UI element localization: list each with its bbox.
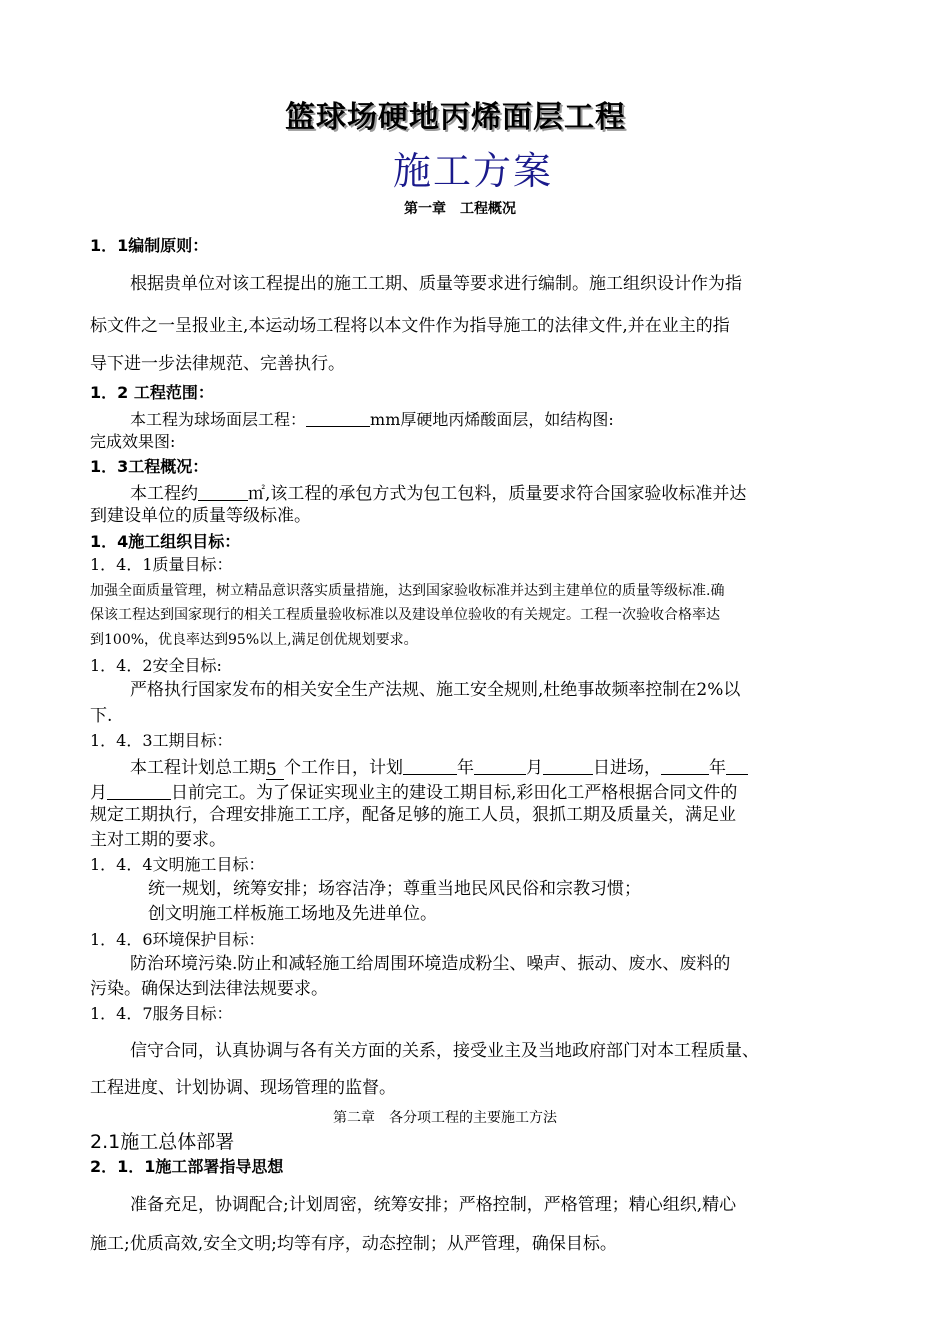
paragraph-line: 保该工程达到国家现行的相关工程质量验收标准以及建设单位验收的有关规定。工程一次验收合格率达 — [90, 607, 720, 623]
section-heading-1-4: 1．4施工组织目标： — [90, 532, 241, 551]
fill-blank — [107, 782, 171, 800]
paragraph-line: 标文件之一呈报业主,本运动场工程将以本文件作为指导施工的法律文件,并在业主的指 — [90, 316, 730, 336]
paragraph-line: 根据贵单位对该工程提出的施工工期、质量等要求进行编制。施工组织设计作为指 — [130, 274, 742, 294]
paragraph-line: 到建设单位的质量等级标准。 — [90, 506, 311, 526]
paragraph-line: 加强全面质量管理，树立精品意识落实质量措施，达到国家验收标准并达到主建单位的质量等级标准.确 — [90, 583, 725, 599]
subsection-heading: 1．4．6环境保护目标： — [90, 930, 265, 949]
text: 年 — [457, 758, 474, 778]
text: 本工程计划总工期 — [130, 758, 266, 778]
fill-blank — [726, 757, 748, 775]
fill-blank — [661, 757, 709, 775]
text: ㎡,该工程的承包方式为包工包料，质量要求符合国家验收标准并达 — [248, 484, 747, 504]
text: 个工作日，计划 — [284, 758, 403, 778]
chapter-heading-1: 第一章 工程概况 — [404, 201, 516, 217]
subsection-heading: 1．4．2安全目标: — [90, 656, 222, 675]
section-heading-2-1: 2.1施工总体部署 — [90, 1131, 235, 1153]
paragraph-line: 防治环境污染.防止和减轻施工给周围环境造成粉尘、噪声、振动、废水、废料的 — [130, 954, 731, 974]
text: 月 — [526, 758, 543, 778]
paragraph-line: 导下进一步法律规范、完善执行。 — [90, 354, 345, 374]
fill-blank — [198, 483, 248, 501]
fill-blank — [306, 410, 370, 427]
paragraph-line — [90, 782, 737, 802]
text: 本工程约 — [130, 484, 198, 504]
subsection-heading-2-1-1: 2．1．1施工部署指导思想 — [90, 1157, 284, 1176]
paragraph-line: 到100%，优良率达到95%以上,满足创优规划要求。 — [90, 632, 418, 648]
document-title: 篮球场硬地丙烯面层工程 — [285, 100, 626, 135]
paragraph-line: 主对工期的要求。 — [90, 830, 226, 850]
subsection-heading: 1．4．3工期目标： — [90, 731, 233, 750]
paragraph-line: 信守合同，认真协调与各有关方面的关系，接受业主及当地政府部门对本工程质量、 — [130, 1041, 759, 1061]
paragraph-line: 下. — [90, 706, 113, 726]
paragraph-line — [130, 410, 614, 428]
paragraph-line: 创文明施工样板施工场地及先进单位。 — [148, 904, 437, 924]
text: 日前完工。为了保证实现业主的建设工期目标,彩田化工严格根据合同文件的 — [171, 783, 738, 803]
paragraph-line: 统一规划，统筹安排；场容洁净；尊重当地民风民俗和宗教习惯； — [148, 879, 641, 899]
text: 月 — [90, 783, 107, 803]
text: 日进场， — [593, 758, 661, 778]
text: mm厚硬地丙烯酸面层，如结构图: — [370, 410, 614, 429]
fill-blank — [403, 757, 457, 775]
text: 年 — [709, 758, 726, 778]
paragraph-line: 工程进度、计划协调、现场管理的监督。 — [90, 1078, 396, 1098]
subsection-heading: 1．4．1质量目标： — [90, 555, 233, 574]
chapter-heading-2: 第二章 各分项工程的主要施工方法 — [333, 1110, 557, 1126]
section-heading-1-1: 1．1编制原则： — [90, 236, 209, 255]
section-heading-1-3: 1．3工程概况： — [90, 457, 209, 476]
paragraph-line: 施工;优质高效,安全文明;均等有序，动态控制；从严管理，确保目标。 — [90, 1234, 617, 1254]
paragraph-line: 规定工期执行，合理安排施工工序，配备足够的施工人员，狠抓工期及质量关，满足业 — [90, 805, 736, 825]
fill-blank — [474, 757, 526, 775]
paragraph-line: 准备充足，协调配合;计划周密，统筹安排；严格控制，严格管理；精心组织,精心 — [130, 1195, 737, 1215]
fill-value: 5 — [266, 762, 284, 780]
subsection-heading: 1．4．4文明施工目标： — [90, 855, 265, 874]
paragraph-line — [130, 483, 746, 503]
paragraph-line: 严格执行国家发布的相关安全生产法规、施工安全规则,杜绝事故频率控制在2%以 — [130, 680, 741, 700]
text: 本工程为球场面层工程： — [130, 410, 307, 429]
fill-blank — [543, 757, 593, 775]
subsection-heading: 1．4．7服务目标： — [90, 1004, 233, 1023]
paragraph-line: 完成效果图: — [90, 432, 176, 451]
document-subtitle: 施工方案 — [393, 149, 554, 193]
paragraph-line: 污染。确保达到法律法规要求。 — [90, 979, 328, 999]
section-heading-1-2: 1．2 工程范围： — [90, 383, 214, 402]
paragraph-line — [130, 757, 748, 780]
